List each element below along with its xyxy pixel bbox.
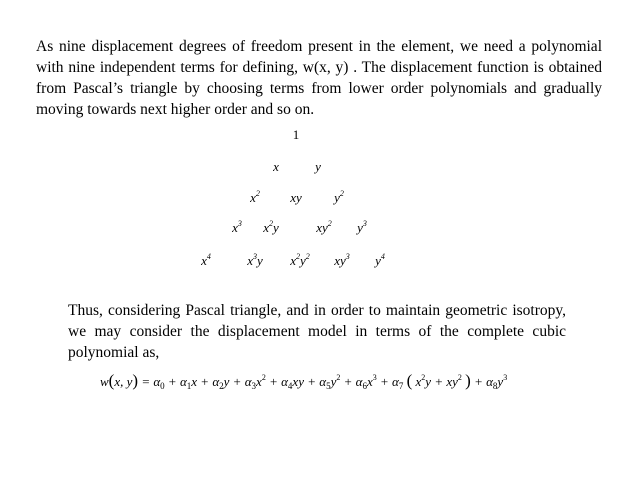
triangle-term-y4: $y^4$ [375,252,385,268]
triangle-term-x2y2: $x^2y^2$ [290,252,310,268]
triangle-term-y2: $y^2$ [334,189,344,205]
triangle-term-y3: $y^3$ [357,219,367,235]
displacement-equation: w(x, $y) = \alpha_0 + \alpha_1x + \alpha_2y + \alpha_3x^2 + \alpha_4xy + \alpha_5y^2 + \alpha_6x^3 + \alpha_7$ ( $x^2y + xy^2$ ) + $\alpha_8y^3$ [100,371,508,391]
triangle-term-1: 1 [292,127,300,142]
intro-paragraph: As nine displacement degrees of freedom present in the element, we need a polynomial with nine independent terms for defining, w(x, y) . The displacement function is obtained from Pascal’s triangle by choosing terms from lower order polynomials and gradually moving towards next higher order and so on. [36,38,602,118]
conclusion-paragraph: Thus, considering Pascal triangle, and in order to maintain geometric isotropy, we may consider the displacement model in terms of the complete cubic polynomial as, [68,302,566,361]
triangle-term-x3: $x^3$ [232,219,242,235]
triangle-term-x3y: $x^3y$ [247,252,263,268]
triangle-term-xy: xy [290,190,302,205]
triangle-term-x2y: $x^2y$ [263,219,279,235]
triangle-term-x2: $x^2$ [250,189,260,205]
triangle-term-x: x [273,159,279,174]
triangle-term-x4: $x^4$ [201,252,211,268]
triangle-term-y: y [315,159,321,174]
triangle-term-xy3: $xy^3$ [334,252,350,268]
triangle-term-xy2: $xy^2$ [316,219,332,235]
